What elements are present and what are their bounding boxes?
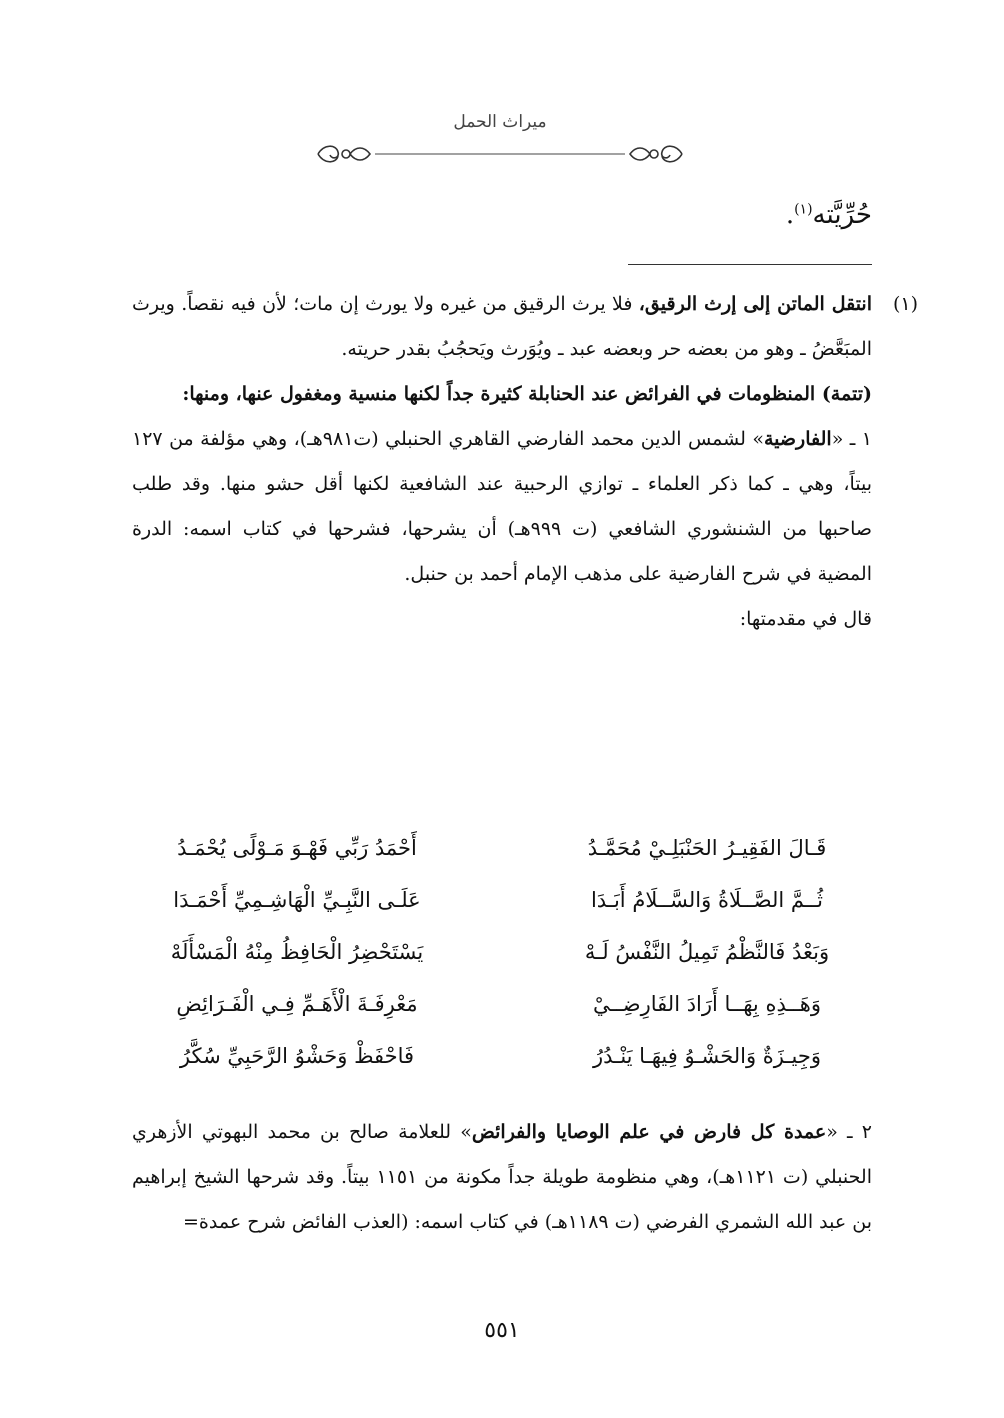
body-word: حُرِّيَّته [812,200,872,230]
footnote-paragraph-4: قال في مقدمتها: [739,608,872,630]
item-text: » للعلامة صالح بن محمد البهوتي الأزهري الحنبلي (ت ١١٢١هـ)، وهي منظومة طويلة جداً مكونة من ١١٥١ بيتاً. وقد شرحها الشيخ إبراهيم بن عبد الله الشمري الفرضي (ت ١١٨٩هـ) في كتاب اسمه: (العذب الفائض شرح عمدة= [132,1121,872,1233]
poem [132,822,872,1082]
body-text-fragment [786,200,872,230]
footnote-lead: انتقل الماتن إلى إرث الرقيق، [638,293,873,315]
footnote-paragraph-1 [132,282,872,372]
header-title: ميراث الحمل [453,112,547,132]
poem-verse [132,1030,872,1082]
ornament-divider [300,142,700,172]
verse-first-hemistich: ثُــمَّ الصَّــلَاةُ وَالسَّــلَامُ أَبَـدَا [590,888,824,912]
period: . [785,200,795,230]
verse-second-hemistich: عَلَـى النَّبِـيِّ الْهَاشِـمِيِّ أَحْمَـدَا [173,888,421,912]
poem-verse [132,926,872,978]
poem-verse [132,874,872,926]
verse-first-hemistich: وَجِيـزَةٌ وَالحَشْـوُ فِيهَـا يَنْـدُرُ [593,1044,821,1068]
footnote-paragraph-5 [132,1110,872,1245]
item-title: عمدة كل فارض في علم الوصايا والفرائض [471,1121,827,1143]
footnote-paragraph-3 [132,417,872,597]
item-prefix: ١ ـ « [831,428,872,450]
verse-first-hemistich: قَـالَ الفَقِيـرُ الحَنْبَلِـيْ مُحَمَّـدُ [587,836,827,860]
verse-second-hemistich: أَحْمَدُ رَبِّي فَهْـوَ مَـوْلًى يُحْمَـدُ [177,836,417,860]
verse-first-hemistich: وَبَعْدُ فَالنَّظْمُ تَمِيلُ النَّفْسُ لَـهْ [584,940,830,964]
footnote-block [132,282,918,642]
footnote-paragraph-2: (تتمة) المنظومات في الفرائض عند الحنابلة كثيرة جداً لكنها منسية ومغفول عنها، ومنها: [182,383,872,405]
item-title: الفارضية [763,428,832,450]
verse-second-hemistich: فَاحْفَظْ وَحَشْوُ الرَّحَبِيِّ سُكَّرُ [179,1044,415,1068]
poem-verse [132,822,872,874]
running-header [300,112,700,172]
poem-verse [132,978,872,1030]
verse-second-hemistich: مَعْرِفَـةَ الْأَهَـمِّ فِـي الْفَـرَائِضِ [176,992,418,1016]
verse-first-hemistich: وَهَــذِهِ بِهَــا أَرَادَ الفَارِضِــيْ [593,992,821,1016]
footnote-separator [628,264,872,265]
footnote-number: (١) [892,293,918,315]
footnote-ref: (١) [794,201,813,218]
item-text: » لشمس الدين محمد الفارضي القاهري الحنبلي (ت٩٨١هـ)، وهي مؤلفة من ١٢٧ بيتاً، وهي ـ كما ذكر العلماء ـ توازي الرحبية عند الشافعية لكنها أقل حشو منها. وقد طلب صاحبها من الشنشوري الشافعي (ت ٩٩٩هـ) أن يشرحها، فشرحها في كتاب اسمه: الدرة المضية في شرح الفارضية على مذهب الإمام أحمد بن حنبل. [132,428,872,585]
footnote-text: فلا يرث الرقيق من غيره ولا يورث إن مات؛ لأن فيه نقصاً. ويرث المبَعَّضُ ـ وهو من بعضه حر وبعضه عبد ـ ويُوَرث ويَحجُبُ بقدر حريته. [132,293,872,360]
page-number: ٥٥١ [484,1318,520,1343]
verse-second-hemistich: يَسْتَحْضِرُ الْحَافِظُ مِنْهُ الْمَسْأَلَهْ [170,940,424,964]
item-prefix: ٢ ـ « [826,1121,872,1143]
